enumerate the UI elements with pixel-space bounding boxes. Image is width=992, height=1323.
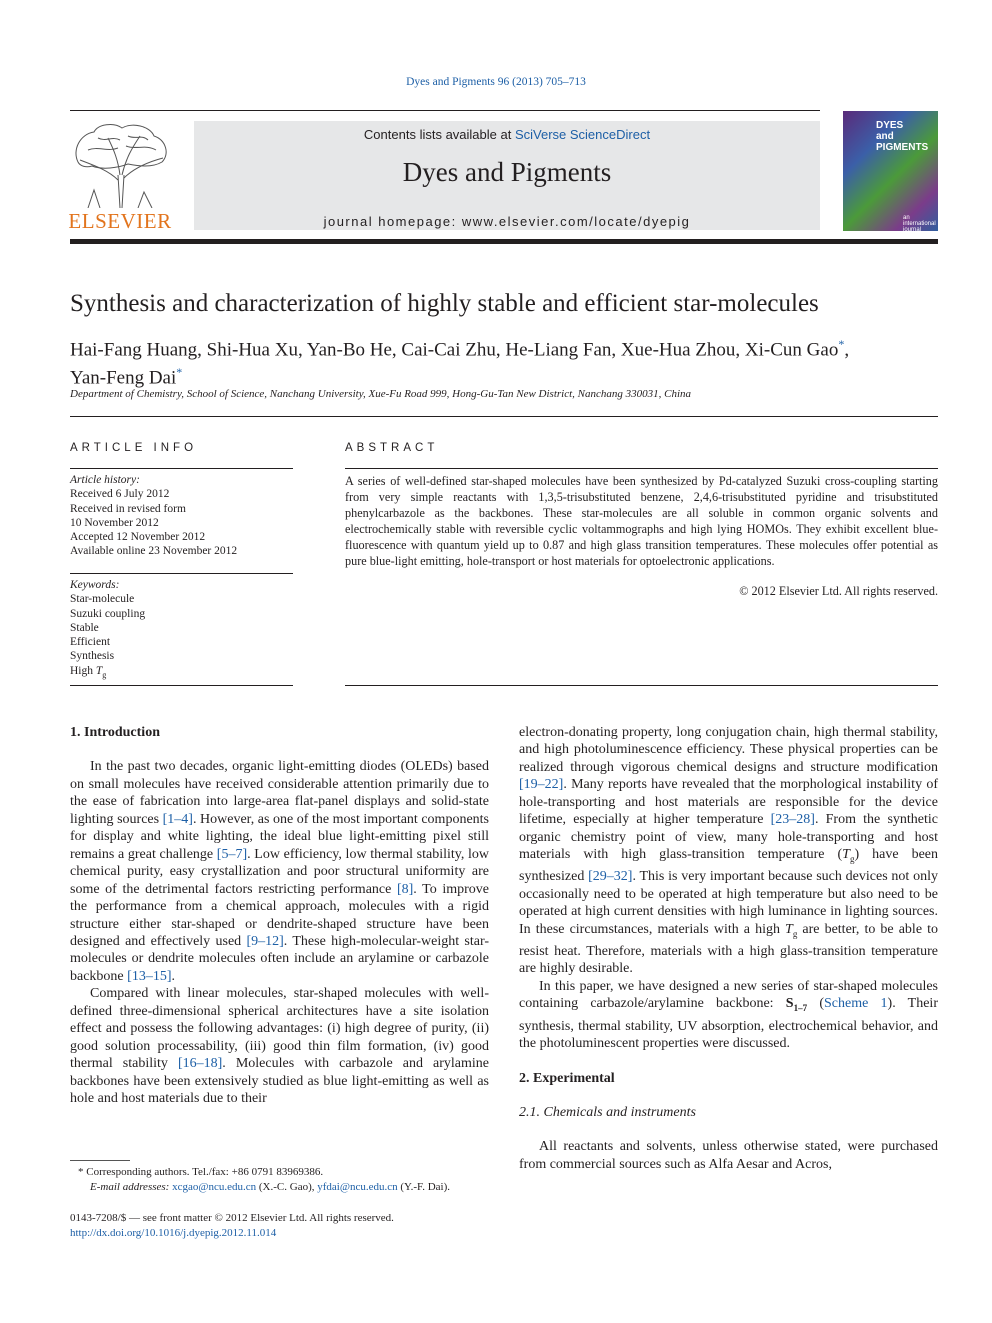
intro-paragraph-2 <box>70 985 489 1107</box>
tg-symbol: T <box>95 664 103 677</box>
body-left-column <box>70 724 489 1108</box>
front-matter-footnote <box>70 1211 510 1241</box>
sciencedirect-link[interactable]: SciVerse ScienceDirect <box>514 127 651 142</box>
keyword-item: Suzuki coupling <box>70 607 146 620</box>
tg-symbol: T <box>785 921 793 937</box>
header-thick-rule <box>70 239 938 244</box>
keyword-item: Stable <box>70 621 99 634</box>
text-run: Compared with linear molecules, star-shaped molecules with well-defined three-dimensional spherical architectures have a site isolation effect and possess the following advantages: (i) high degree of purity, (ii) good solution processability, (iii) good thin film formation, (iv) good thermal stability <box>70 986 489 1072</box>
keyword-item <box>70 664 293 683</box>
section-heading-introduction: 1. Introduction <box>70 725 160 740</box>
journal-citation[interactable]: Dyes and Pigments 96 (2013) 705–713 <box>406 76 586 88</box>
history-item: Accepted 12 November 2012 <box>70 531 206 544</box>
elsevier-tree-icon <box>68 120 172 208</box>
elsevier-wordmark: ELSEVIER <box>68 209 172 233</box>
journal-banner <box>194 121 820 230</box>
cover-title-line: and <box>876 131 894 142</box>
text-run: . This is very important because such devices not only occasionally need to be operated at high temperature but also need to be operated at high current densities with high luminance in lighting sources. In these circumstances, materials with a high <box>519 869 938 937</box>
email-owner: (X.-C. Gao), <box>256 1181 318 1193</box>
text-run: . To improve the performance from a chemical approach, molecules with a rigid structure either star-shaped or dendrite-shaped structure have been designed and effectively used <box>70 881 489 949</box>
keyword-item: Efficient <box>70 636 111 649</box>
keyword-prefix: High <box>70 664 96 677</box>
text-run: . From the synthetic organic chemistry point of view, many hole-transporting and host materials with high glass-transition temperature ( <box>519 812 938 863</box>
affiliation: Department of Chemistry, School of Science, Nanchang University, Xue-Fu Road 999, Hong-Gu-Tan New District, Nanchang 330031, China <box>70 388 692 400</box>
tg-subscript: g <box>792 928 798 939</box>
body-right-column <box>519 724 938 1173</box>
abstract-rule <box>345 468 938 469</box>
intro-paragraph-3: In this paper, we have designed a new series of star-shaped molecules containing carbazole/arylamine backbone: $S_{1-7}$ (Scheme 1). Their synthesis, thermal stability, UV absorption, electrochemical behavior, and the photoluminescent properties were discussed. <box>519 978 938 1052</box>
elsevier-logo <box>68 120 172 232</box>
compound-label: S <box>785 996 794 1012</box>
author-list: Hai-Fang Huang, Shi-Hua Xu, Yan-Bo He, Cai-Cai Zhu, He-Liang Fan, Xue-Hua Zhou, Xi-Cun Gao*, Yan-Feng Dai* <box>70 337 850 389</box>
journal-name: Dyes and Pigments <box>402 157 612 187</box>
header-rule <box>70 110 820 111</box>
scheme-link[interactable]: Scheme 1 <box>823 996 888 1012</box>
reference-link[interactable]: [29–32] <box>588 869 633 885</box>
text-run: In the past two decades, organic light-emitting diodes (OLEDs) based on small molecules have received considerable attention primarily due to the ease of fabrication into large-area flat-panel displays and solid-state lighting sources <box>70 759 489 827</box>
abstract-copyright: © 2012 Elsevier Ltd. All rights reserved. <box>739 584 938 598</box>
text-run: . Low efficiency, low thermal stability, low chemical purity, easy crystallization and poor structural uniformity are some of the detrimental factors restricting performance <box>70 846 490 897</box>
contents-prefix: Contents lists available at <box>363 127 515 142</box>
article-info-bottom-rule <box>70 685 293 686</box>
authors-line-2: Yan-Feng Dai <box>70 367 177 389</box>
reference-link[interactable]: [13–15] <box>127 968 172 984</box>
email-label: E-mail addresses: <box>90 1181 170 1193</box>
keywords-rule <box>70 573 293 574</box>
intro-paragraph-1 <box>70 758 489 985</box>
section-heading-experimental: 2. Experimental <box>519 1070 615 1086</box>
abstract-bottom-rule <box>345 685 938 686</box>
history-item: Received 6 July 2012 <box>70 488 170 501</box>
compound-subscript: 1–7 <box>793 1003 808 1014</box>
doi-link[interactable]: http://dx.doi.org/10.1016/j.dyepig.2012.11.014 <box>70 1227 277 1239</box>
article-history <box>70 473 293 559</box>
tg-subscript: g <box>849 853 855 864</box>
article-info-heading: ARTICLE INFO <box>70 442 198 454</box>
experimental-paragraph-1: All reactants and solvents, unless otherwise stated, were purchased from commercial sources such as Alfa Aesar and Acros, <box>519 1139 938 1172</box>
text-run: ) have been synthesized <box>519 847 938 885</box>
email-owner: (Y.-F. Dai). <box>397 1181 451 1193</box>
keywords-block <box>70 578 293 682</box>
tg-symbol: T <box>842 847 850 863</box>
intro-paragraph-2-continued <box>519 724 938 978</box>
text-run: In this paper, we have designed a new series of star-shaped molecules containing carbazole/arylamine backbone: <box>519 978 938 1012</box>
article-title: Synthesis and characterization of highly stable and efficient star-molecules <box>70 290 819 317</box>
affiliation-rule <box>70 416 938 417</box>
cover-subtitle: an international journal <box>903 215 936 231</box>
contents-line <box>194 127 820 142</box>
reference-link[interactable]: [9–12] <box>246 933 284 949</box>
reference-link[interactable]: [1–4] <box>162 811 193 827</box>
history-item: Received in revised form <box>70 502 186 515</box>
abstract-text: A series of well-defined star-shaped molecules have been synthesized by Pd-catalyzed Suzuki cross-coupling starting from very simple reactants with 1,3,5-trisubstituted benzene, 2,4,6-trisubstituted pyridine and trisubstituted phenylcarbazole as the backbones. These star-molecules are all soluble in common organic solvents and electrochemically stable with reversible cyclic voltammographs and high lying HOMOs. They exhibit excellent blue-fluorescence with quantum yield up to 0.87 and high glass transition temperatures. These molecules offer potential as pure blue-light emitting, hole-transport or host materials for optoelectronic applications. <box>345 474 938 568</box>
corresponding-text: Corresponding authors. Tel./fax: +86 0791 83969386. <box>86 1166 324 1178</box>
cover-title <box>876 120 928 153</box>
text-run: . However, as one of the most important components for display and white lighting, the ideal blue light-emitting pixel still remains a great challenge <box>70 811 490 862</box>
cover-title-line: PIGMENTS <box>876 142 929 153</box>
subsection-heading-chemicals: 2.1. Chemicals and instruments <box>519 1105 696 1120</box>
corresponding-star[interactable]: * <box>838 337 845 351</box>
email-note <box>78 1180 498 1195</box>
keyword-item: Synthesis <box>70 650 115 663</box>
reference-link[interactable]: [23–28] <box>770 812 815 828</box>
reference-link[interactable]: [8] <box>396 881 414 897</box>
text-run: are better, to be able to resist heat. Therefore, materials with a high glass-transition temperature are highly desirable. <box>519 921 938 977</box>
text-run: . Molecules with carbazole and arylamine backbones have been extensively studied as blue light-emitting as well as hole and host materials due to their <box>70 1056 489 1107</box>
keyword-item: Star-molecule <box>70 593 135 606</box>
keywords-label: Keywords: <box>70 579 120 591</box>
reference-link[interactable]: [5–7] <box>216 846 248 862</box>
journal-homepage[interactable]: journal homepage: www.elsevier.com/locate/dyepig <box>323 214 691 229</box>
journal-cover-image <box>843 111 938 231</box>
text-run: . Many reports have revealed that the morphological instability of hole-transporting and host materials are responsible for the device lifetime, especially at higher temperature <box>519 777 938 828</box>
abstract-heading: ABSTRACT <box>345 442 439 454</box>
reference-link[interactable]: [19–22] <box>519 777 564 793</box>
reference-link[interactable]: [16–18] <box>177 1056 223 1072</box>
corresponding-star[interactable]: * <box>176 365 183 380</box>
corresponding-note: * Corresponding authors. Tel./fax: +86 0791 83969386. <box>78 1166 324 1178</box>
text-run: . These high-molecular-weight star-molecules or dendrite molecules often include an arylamine or carbazole backbone <box>70 933 489 984</box>
article-info-rule <box>70 468 293 469</box>
history-item: 10 November 2012 <box>70 516 159 529</box>
history-item: Available online 23 November 2012 <box>70 545 238 558</box>
footnote-rule <box>70 1160 130 1161</box>
history-label: Article history: <box>70 474 140 486</box>
authors-line-1: Hai-Fang Huang, Shi-Hua Xu, Yan-Bo He, Cai-Cai Zhu, He-Liang Fan, Xue-Hua Zhou, Xi-Cun Gao <box>70 339 839 361</box>
issn-line: 0143-7208/$ — see front matter © 2012 Elsevier Ltd. All rights reserved. <box>70 1212 394 1224</box>
cover-title-line: DYES <box>876 120 904 131</box>
tg-subscript: g <box>102 670 107 680</box>
text-run: electron-donating property, long conjugation chain, high thermal stability, and high photoluminescence efficiency. These physical properties can be realized through vigorous chemical designs and structure modification <box>519 725 938 775</box>
email-link-dai[interactable]: yfdai@ncu.edu.cn <box>317 1181 398 1193</box>
text-run: . <box>171 968 175 984</box>
email-link-gao[interactable]: xcgao@ncu.edu.cn <box>172 1181 257 1193</box>
text-run: ). Their synthesis, thermal stability, UV absorption, electrochemical behavior, and the photoluminescent properties were discussed. <box>519 996 938 1052</box>
corresponding-footnote <box>78 1165 498 1195</box>
